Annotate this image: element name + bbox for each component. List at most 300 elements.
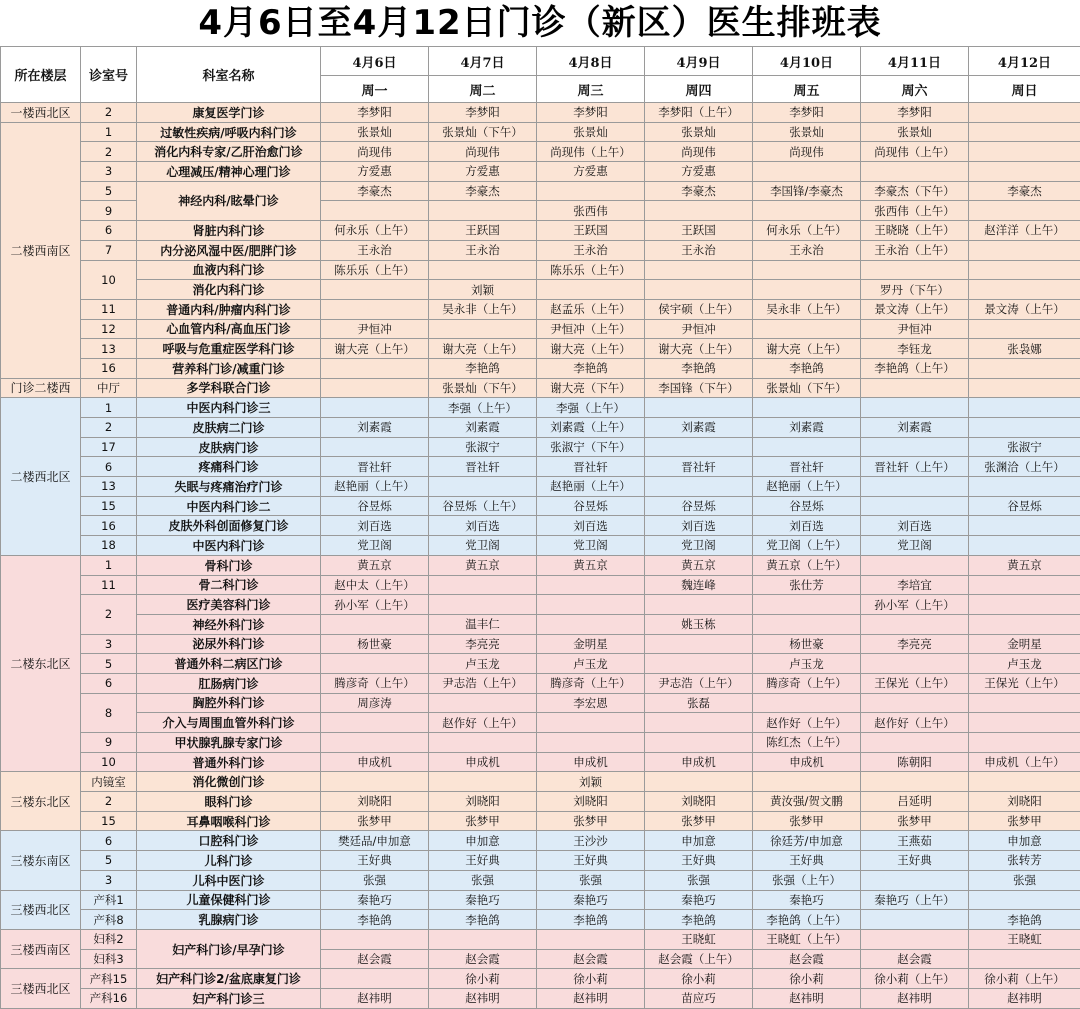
floor-cell: 三楼西北区 (1, 890, 81, 929)
department-cell: 消化微创门诊 (137, 772, 321, 792)
floor-cell: 二楼西南区 (1, 122, 81, 378)
doctor-cell: 尹恒冲 (645, 319, 753, 339)
doctor-cell: 金明星 (537, 634, 645, 654)
doctor-cell (321, 299, 429, 319)
department-cell: 多学科联合门诊 (137, 378, 321, 398)
table-row (1, 969, 1080, 989)
department-cell: 儿科中医门诊 (137, 870, 321, 890)
doctor-cell: 张景灿 (753, 122, 861, 142)
header-row-dates (1, 47, 1080, 76)
doctor-cell: 张袅娜 (969, 339, 1080, 359)
doctor-cell (753, 595, 861, 615)
doctor-cell: 方爱惠 (321, 162, 429, 182)
doctor-cell: 尚现伟 (645, 142, 753, 162)
doctor-cell: 黄五京 (321, 555, 429, 575)
doctor-cell (861, 398, 969, 418)
department-cell: 中医内科门诊 (137, 536, 321, 556)
doctor-cell: 张梦甲 (753, 811, 861, 831)
doctor-cell (969, 103, 1080, 123)
doctor-cell: 何永乐（上午） (753, 221, 861, 241)
doctor-cell: 赵作好（上午） (753, 713, 861, 733)
doctor-cell: 陈红杰（上午） (753, 733, 861, 753)
room-cell: 2 (81, 103, 137, 123)
room-cell: 7 (81, 240, 137, 260)
department-cell: 介入与周围血管外科门诊 (137, 713, 321, 733)
table-row (1, 122, 1080, 142)
doctor-cell: 尹志浩（上午） (429, 673, 537, 693)
doctor-cell: 赵洋洋（上午） (969, 221, 1080, 241)
department-cell: 消化内科专家/乙肝治愈门诊 (137, 142, 321, 162)
department-cell: 儿童保健科门诊 (137, 890, 321, 910)
doctor-cell: 王保光（上午） (969, 673, 1080, 693)
doctor-cell (969, 122, 1080, 142)
doctor-cell (753, 201, 861, 221)
doctor-cell: 刘颖 (429, 280, 537, 300)
room-cell: 5 (81, 181, 137, 201)
doctor-cell: 张淑宁 (969, 437, 1080, 457)
header-date: 4月10日 (753, 47, 861, 76)
doctor-cell (429, 575, 537, 595)
doctor-cell: 陈乐乐（上午） (537, 260, 645, 280)
department-cell: 普通外科二病区门诊 (137, 654, 321, 674)
floor-cell: 三楼东北区 (1, 772, 81, 831)
doctor-cell (321, 929, 429, 949)
doctor-cell: 李梦阳 (753, 103, 861, 123)
doctor-cell: 秦艳巧（上午） (861, 890, 969, 910)
doctor-cell: 卢玉龙 (969, 654, 1080, 674)
doctor-cell: 张强（上午） (753, 870, 861, 890)
doctor-cell: 赵祎明 (969, 988, 1080, 1008)
room-cell: 18 (81, 536, 137, 556)
doctor-cell: 李艳鸽（上午） (753, 910, 861, 930)
doctor-cell: 李豪杰（下午） (861, 181, 969, 201)
doctor-cell: 王永治 (537, 240, 645, 260)
room-cell: 12 (81, 319, 137, 339)
doctor-cell: 王晓虹 (969, 929, 1080, 949)
doctor-cell: 张强 (645, 870, 753, 890)
doctor-cell: 尚现伟（上午） (861, 142, 969, 162)
doctor-cell: 谢大亮（上午） (537, 339, 645, 359)
doctor-cell (645, 595, 753, 615)
room-cell: 3 (81, 162, 137, 182)
doctor-cell: 谢大亮（上午） (321, 339, 429, 359)
room-cell: 妇科3 (81, 949, 137, 969)
floor-cell: 二楼东北区 (1, 555, 81, 772)
room-cell: 2 (81, 418, 137, 438)
table-row (1, 299, 1080, 319)
doctor-cell: 张渊洽（上午） (969, 457, 1080, 477)
doctor-cell (969, 477, 1080, 497)
room-cell: 内镜室 (81, 772, 137, 792)
doctor-cell (321, 614, 429, 634)
room-cell: 9 (81, 201, 137, 221)
doctor-cell: 陈朝阳 (861, 752, 969, 772)
doctor-cell (429, 595, 537, 615)
doctor-cell (753, 772, 861, 792)
doctor-cell: 刘素霞 (645, 418, 753, 438)
doctor-cell: 晋社轩 (321, 457, 429, 477)
table-row (1, 319, 1080, 339)
department-cell: 营养科门诊/减重门诊 (137, 358, 321, 378)
table-row (1, 595, 1080, 615)
doctor-cell: 张强 (321, 870, 429, 890)
doctor-cell: 徐小莉（上午） (969, 969, 1080, 989)
doctor-cell: 张景灿 (537, 122, 645, 142)
doctor-cell (429, 733, 537, 753)
doctor-cell (861, 693, 969, 713)
doctor-cell: 赵祎明 (537, 988, 645, 1008)
doctor-cell: 黄五京 (645, 555, 753, 575)
table-row (1, 358, 1080, 378)
doctor-cell: 张转芳 (969, 851, 1080, 871)
doctor-cell: 尹志浩（上午） (645, 673, 753, 693)
doctor-cell: 王跃国 (429, 221, 537, 241)
doctor-cell (321, 358, 429, 378)
header-dept: 科室名称 (137, 47, 321, 103)
doctor-cell: 秦艳巧 (753, 890, 861, 910)
doctor-cell (969, 733, 1080, 753)
doctor-cell (969, 319, 1080, 339)
table-row (1, 733, 1080, 753)
doctor-cell (429, 260, 537, 280)
department-cell: 甲状腺乳腺专家门诊 (137, 733, 321, 753)
doctor-cell (537, 614, 645, 634)
doctor-cell: 晋社轩 (429, 457, 537, 477)
header-date: 4月11日 (861, 47, 969, 76)
doctor-cell (429, 201, 537, 221)
doctor-cell: 卢玉龙 (537, 654, 645, 674)
doctor-cell: 尹恒冲 (321, 319, 429, 339)
department-cell: 妇产科门诊三 (137, 988, 321, 1008)
floor-cell: 门诊二楼西 (1, 378, 81, 398)
doctor-cell: 谢大亮（上午） (645, 339, 753, 359)
doctor-cell: 刘晓阳 (537, 792, 645, 812)
doctor-cell (969, 378, 1080, 398)
doctor-cell: 秦艳巧 (321, 890, 429, 910)
doctor-cell: 刘素霞 (429, 418, 537, 438)
doctor-cell: 张梦甲 (969, 811, 1080, 831)
doctor-cell (321, 969, 429, 989)
doctor-cell: 魏连峰 (645, 575, 753, 595)
doctor-cell: 刘晓阳 (429, 792, 537, 812)
department-cell: 肾脏内科门诊 (137, 221, 321, 241)
doctor-cell: 刘百选 (645, 516, 753, 536)
doctor-cell: 申成机 (429, 752, 537, 772)
room-cell: 3 (81, 634, 137, 654)
doctor-cell: 侯宇硕（上午） (645, 299, 753, 319)
doctor-cell: 黄五京 (969, 555, 1080, 575)
doctor-cell: 晋社轩 (537, 457, 645, 477)
doctor-cell (861, 496, 969, 516)
doctor-cell: 徐小莉 (537, 969, 645, 989)
doctor-cell: 徐小莉 (645, 969, 753, 989)
doctor-cell: 王好典 (861, 851, 969, 871)
doctor-cell: 刘百选 (321, 516, 429, 536)
doctor-cell (537, 929, 645, 949)
doctor-cell: 申成机（上午） (969, 752, 1080, 772)
doctor-cell: 赵孟乐（上午） (537, 299, 645, 319)
room-cell: 11 (81, 575, 137, 595)
room-cell: 1 (81, 398, 137, 418)
doctor-cell: 申加意 (645, 831, 753, 851)
doctor-cell: 腾彦奇（上午） (537, 673, 645, 693)
department-cell: 神经外科门诊 (137, 614, 321, 634)
doctor-cell: 刘颖 (537, 772, 645, 792)
department-cell: 皮肤外科创面修复门诊 (137, 516, 321, 536)
doctor-cell: 党卫阁 (645, 536, 753, 556)
room-cell: 11 (81, 299, 137, 319)
doctor-cell: 方爱惠 (429, 162, 537, 182)
doctor-cell: 刘百选 (753, 516, 861, 536)
table-row (1, 280, 1080, 300)
doctor-cell (969, 516, 1080, 536)
doctor-cell: 尚现伟 (753, 142, 861, 162)
doctor-cell (969, 260, 1080, 280)
table-row (1, 437, 1080, 457)
department-cell: 心理减压/精神心理门诊 (137, 162, 321, 182)
room-cell: 1 (81, 122, 137, 142)
room-cell: 产科8 (81, 910, 137, 930)
doctor-cell: 李强（上午） (429, 398, 537, 418)
doctor-cell: 尹恒冲 (861, 319, 969, 339)
doctor-cell: 吴永非（上午） (753, 299, 861, 319)
table-row (1, 890, 1080, 910)
doctor-cell: 王跃国 (537, 221, 645, 241)
table-row (1, 418, 1080, 438)
doctor-cell: 杨世豪 (753, 634, 861, 654)
doctor-cell (861, 555, 969, 575)
floor-cell: 三楼西北区 (1, 969, 81, 1008)
table-row (1, 339, 1080, 359)
doctor-cell: 腾彦奇（上午） (753, 673, 861, 693)
doctor-cell: 申成机 (537, 752, 645, 772)
doctor-cell: 李艳鸽 (429, 358, 537, 378)
doctor-cell: 李强（上午） (537, 398, 645, 418)
table-row (1, 221, 1080, 241)
table-row (1, 614, 1080, 634)
doctor-cell: 张仕芳 (753, 575, 861, 595)
room-cell: 15 (81, 496, 137, 516)
doctor-cell (969, 713, 1080, 733)
room-cell: 13 (81, 477, 137, 497)
room-cell: 5 (81, 654, 137, 674)
doctor-cell: 张磊 (645, 693, 753, 713)
doctor-cell: 王晓晓（上午） (861, 221, 969, 241)
doctor-cell: 张梦甲 (537, 811, 645, 831)
table-row (1, 536, 1080, 556)
doctor-cell: 徐小莉 (753, 969, 861, 989)
doctor-cell: 吴永非（上午） (429, 299, 537, 319)
doctor-cell: 李艳鸽 (753, 358, 861, 378)
room-cell: 产科15 (81, 969, 137, 989)
doctor-cell (321, 654, 429, 674)
department-cell: 失眠与疼痛治疗门诊 (137, 477, 321, 497)
header-weekday: 周日 (969, 76, 1080, 103)
doctor-cell (645, 634, 753, 654)
doctor-cell: 周彦涛 (321, 693, 429, 713)
doctor-cell: 李钰龙 (861, 339, 969, 359)
doctor-cell: 李艳鸽（上午） (861, 358, 969, 378)
department-cell: 泌尿外科门诊 (137, 634, 321, 654)
room-cell: 13 (81, 339, 137, 359)
doctor-cell: 李梦阳 (861, 103, 969, 123)
doctor-cell (861, 614, 969, 634)
room-cell: 产科16 (81, 988, 137, 1008)
doctor-cell (645, 280, 753, 300)
department-cell: 骨科门诊 (137, 555, 321, 575)
doctor-cell: 申成机 (753, 752, 861, 772)
doctor-cell: 张梦甲 (429, 811, 537, 831)
table-row (1, 477, 1080, 497)
department-cell: 中医内科门诊二 (137, 496, 321, 516)
table-row (1, 634, 1080, 654)
doctor-cell: 方爱惠 (537, 162, 645, 182)
doctor-cell: 党卫阁 (321, 536, 429, 556)
doctor-cell (861, 733, 969, 753)
room-cell: 8 (81, 693, 137, 732)
doctor-cell: 王好典 (753, 851, 861, 871)
room-cell: 中厅 (81, 378, 137, 398)
doctor-cell: 李宏恩 (537, 693, 645, 713)
doctor-cell: 李梦阳 (537, 103, 645, 123)
doctor-cell: 申成机 (321, 752, 429, 772)
doctor-cell: 赵祎明 (861, 988, 969, 1008)
doctor-cell: 王好典 (645, 851, 753, 871)
doctor-cell: 李艳鸽 (645, 358, 753, 378)
header-weekday: 周二 (429, 76, 537, 103)
department-cell: 心血管内科/高血压门诊 (137, 319, 321, 339)
room-cell: 6 (81, 673, 137, 693)
table-row (1, 260, 1080, 280)
doctor-cell: 王永治 (321, 240, 429, 260)
department-cell: 中医内科门诊三 (137, 398, 321, 418)
doctor-cell: 谷昱烁 (969, 496, 1080, 516)
room-cell: 10 (81, 260, 137, 299)
doctor-cell: 谢大亮（上午） (429, 339, 537, 359)
department-cell: 神经内科/眩晕门诊 (137, 181, 321, 220)
doctor-cell: 赵艳丽（上午） (321, 477, 429, 497)
doctor-cell: 李豪杰 (645, 181, 753, 201)
doctor-cell: 张景灿（下午） (753, 378, 861, 398)
department-cell: 儿科门诊 (137, 851, 321, 871)
doctor-cell (429, 693, 537, 713)
doctor-cell (969, 949, 1080, 969)
floor-cell: 一楼西北区 (1, 103, 81, 123)
doctor-cell: 谷昱烁 (753, 496, 861, 516)
doctor-cell (321, 280, 429, 300)
doctor-cell: 申加意 (429, 831, 537, 851)
doctor-cell (969, 280, 1080, 300)
department-cell: 眼科门诊 (137, 792, 321, 812)
table-row (1, 142, 1080, 162)
doctor-cell: 李艳鸽 (321, 910, 429, 930)
doctor-cell: 申加意 (969, 831, 1080, 851)
header-weekday: 周一 (321, 76, 429, 103)
header-weekday: 周三 (537, 76, 645, 103)
doctor-cell (969, 536, 1080, 556)
doctor-cell: 谷昱烁 (645, 496, 753, 516)
department-cell: 过敏性疾病/呼吸内科门诊 (137, 122, 321, 142)
table-row (1, 103, 1080, 123)
doctor-cell (753, 319, 861, 339)
doctor-cell: 党卫阁（上午） (753, 536, 861, 556)
doctor-cell (969, 575, 1080, 595)
doctor-cell: 姚玉栋 (645, 614, 753, 634)
doctor-cell (321, 733, 429, 753)
doctor-cell: 张梦甲 (861, 811, 969, 831)
room-cell: 2 (81, 142, 137, 162)
doctor-cell (861, 260, 969, 280)
doctor-cell: 李培宜 (861, 575, 969, 595)
department-cell: 肛肠病门诊 (137, 673, 321, 693)
doctor-cell: 赵祎明 (753, 988, 861, 1008)
table-row (1, 457, 1080, 477)
doctor-cell: 刘百选 (429, 516, 537, 536)
doctor-cell: 刘百选 (537, 516, 645, 536)
table-row (1, 516, 1080, 536)
doctor-cell: 王好典 (537, 851, 645, 871)
table-row (1, 929, 1080, 949)
doctor-cell (753, 398, 861, 418)
doctor-cell: 赵会霞 (861, 949, 969, 969)
doctor-cell: 王晓虹 (645, 929, 753, 949)
table-row (1, 811, 1080, 831)
doctor-cell: 吕延明 (861, 792, 969, 812)
doctor-cell: 苗应巧 (645, 988, 753, 1008)
doctor-cell: 张淑宁（下午） (537, 437, 645, 457)
header-date: 4月8日 (537, 47, 645, 76)
room-cell: 3 (81, 870, 137, 890)
doctor-cell: 赵祎明 (321, 988, 429, 1008)
table-row (1, 752, 1080, 772)
doctor-cell: 赵会霞 (321, 949, 429, 969)
doctor-cell (429, 477, 537, 497)
department-cell: 皮肤病二门诊 (137, 418, 321, 438)
doctor-cell (753, 437, 861, 457)
room-cell: 16 (81, 516, 137, 536)
doctor-cell (645, 733, 753, 753)
header-date: 4月7日 (429, 47, 537, 76)
doctor-cell: 张强 (969, 870, 1080, 890)
table-row (1, 378, 1080, 398)
room-cell: 15 (81, 811, 137, 831)
doctor-cell: 黄五京 (537, 555, 645, 575)
doctor-cell (321, 378, 429, 398)
table-row (1, 851, 1080, 871)
doctor-cell: 李梦阳（上午） (645, 103, 753, 123)
doctor-cell: 赵作好（上午） (429, 713, 537, 733)
doctor-cell: 王保光（上午） (861, 673, 969, 693)
department-cell: 普通内科/肿瘤内科门诊 (137, 299, 321, 319)
doctor-cell: 赵艳丽（上午） (753, 477, 861, 497)
doctor-cell (321, 201, 429, 221)
doctor-cell (645, 477, 753, 497)
doctor-cell: 赵会霞（上午） (645, 949, 753, 969)
doctor-cell: 李豪杰 (429, 181, 537, 201)
doctor-cell: 王永治（上午） (861, 240, 969, 260)
table-row (1, 772, 1080, 792)
doctor-cell (861, 772, 969, 792)
doctor-cell: 党卫阁 (429, 536, 537, 556)
doctor-cell: 王沙沙 (537, 831, 645, 851)
table-row (1, 162, 1080, 182)
doctor-cell: 张景灿 (321, 122, 429, 142)
doctor-cell: 王燕茹 (861, 831, 969, 851)
doctor-cell (861, 162, 969, 182)
table-row (1, 988, 1080, 1008)
doctor-cell: 李亮亮 (861, 634, 969, 654)
doctor-cell: 刘晓阳 (321, 792, 429, 812)
